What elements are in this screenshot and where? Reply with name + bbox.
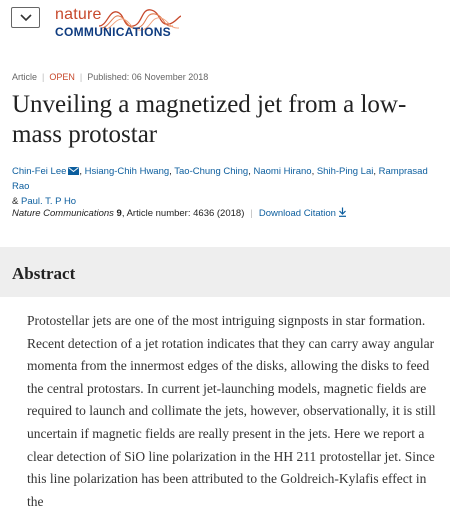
author-link[interactable]: Naomi Hirano — [253, 166, 312, 177]
author-joiner: & — [12, 196, 19, 207]
site-header — [0, 0, 450, 54]
citation-line — [12, 207, 347, 219]
volume-number: 9 — [116, 208, 122, 219]
download-citation-link[interactable] — [259, 208, 347, 219]
journal-name: Nature Communications — [12, 208, 114, 219]
published-date: Published: 06 November 2018 — [87, 72, 209, 82]
author-link[interactable]: Ramprasad Rao — [12, 166, 428, 192]
author-link[interactable]: Tao-Chung Ching — [174, 166, 249, 177]
download-citation-label: Download Citation — [258, 208, 336, 219]
abstract-heading: Abstract — [12, 264, 76, 283]
divider: | — [79, 72, 83, 82]
author-separator: , — [248, 166, 251, 177]
author-link[interactable]: Paul. T. P Ho — [20, 196, 77, 207]
article-meta — [12, 72, 208, 82]
article-number: , Article number: 4636 (2018) — [121, 208, 245, 219]
author-link[interactable]: Hsiang-Chih Hwang — [84, 166, 170, 177]
divider: | — [250, 208, 253, 219]
author-separator: , — [79, 166, 83, 177]
author-list — [12, 164, 442, 209]
logo-nature-text: nature — [55, 6, 102, 23]
logo-communications-text: COMMUNICATIONS — [55, 25, 171, 39]
author-link[interactable]: Shih-Ping Lai — [316, 166, 374, 177]
journal-logo[interactable] — [55, 2, 183, 44]
author-separator: , — [373, 166, 376, 177]
article-type: Article — [12, 72, 38, 82]
chevron-down-icon — [20, 14, 32, 22]
download-icon — [338, 207, 347, 217]
divider: | — [42, 72, 45, 82]
menu-button[interactable] — [11, 7, 40, 28]
abstract-body: Protostellar jets are one of the most intriguing signposts in star formation. Recent detection of a jet rotation indicates that they can carry away angular momenta from the innermost edges of the disks, allowing the disks to feed the central protostars. In current jet-launching models, magnetic fields are required to launch and collimate the jets, however, observationally, it is still uncertain if magnetic fields are really present in the jets. Here we report a clear detection of SiO line polarization in the HH 211 protostellar jet. Since this line polarization has been attributed to the Goldreich-Kylafis effect in the — [27, 313, 436, 509]
open-access-badge: OPEN — [49, 72, 75, 82]
author-separator: , — [169, 166, 172, 177]
article-title: Unveiling a magnetized jet from a low-mass protostar — [12, 91, 407, 148]
author-separator: , — [311, 166, 315, 177]
mail-icon[interactable] — [68, 167, 79, 175]
author-link[interactable]: Chin-Fei Lee — [12, 166, 67, 177]
abstract-section-header[interactable] — [0, 247, 450, 297]
